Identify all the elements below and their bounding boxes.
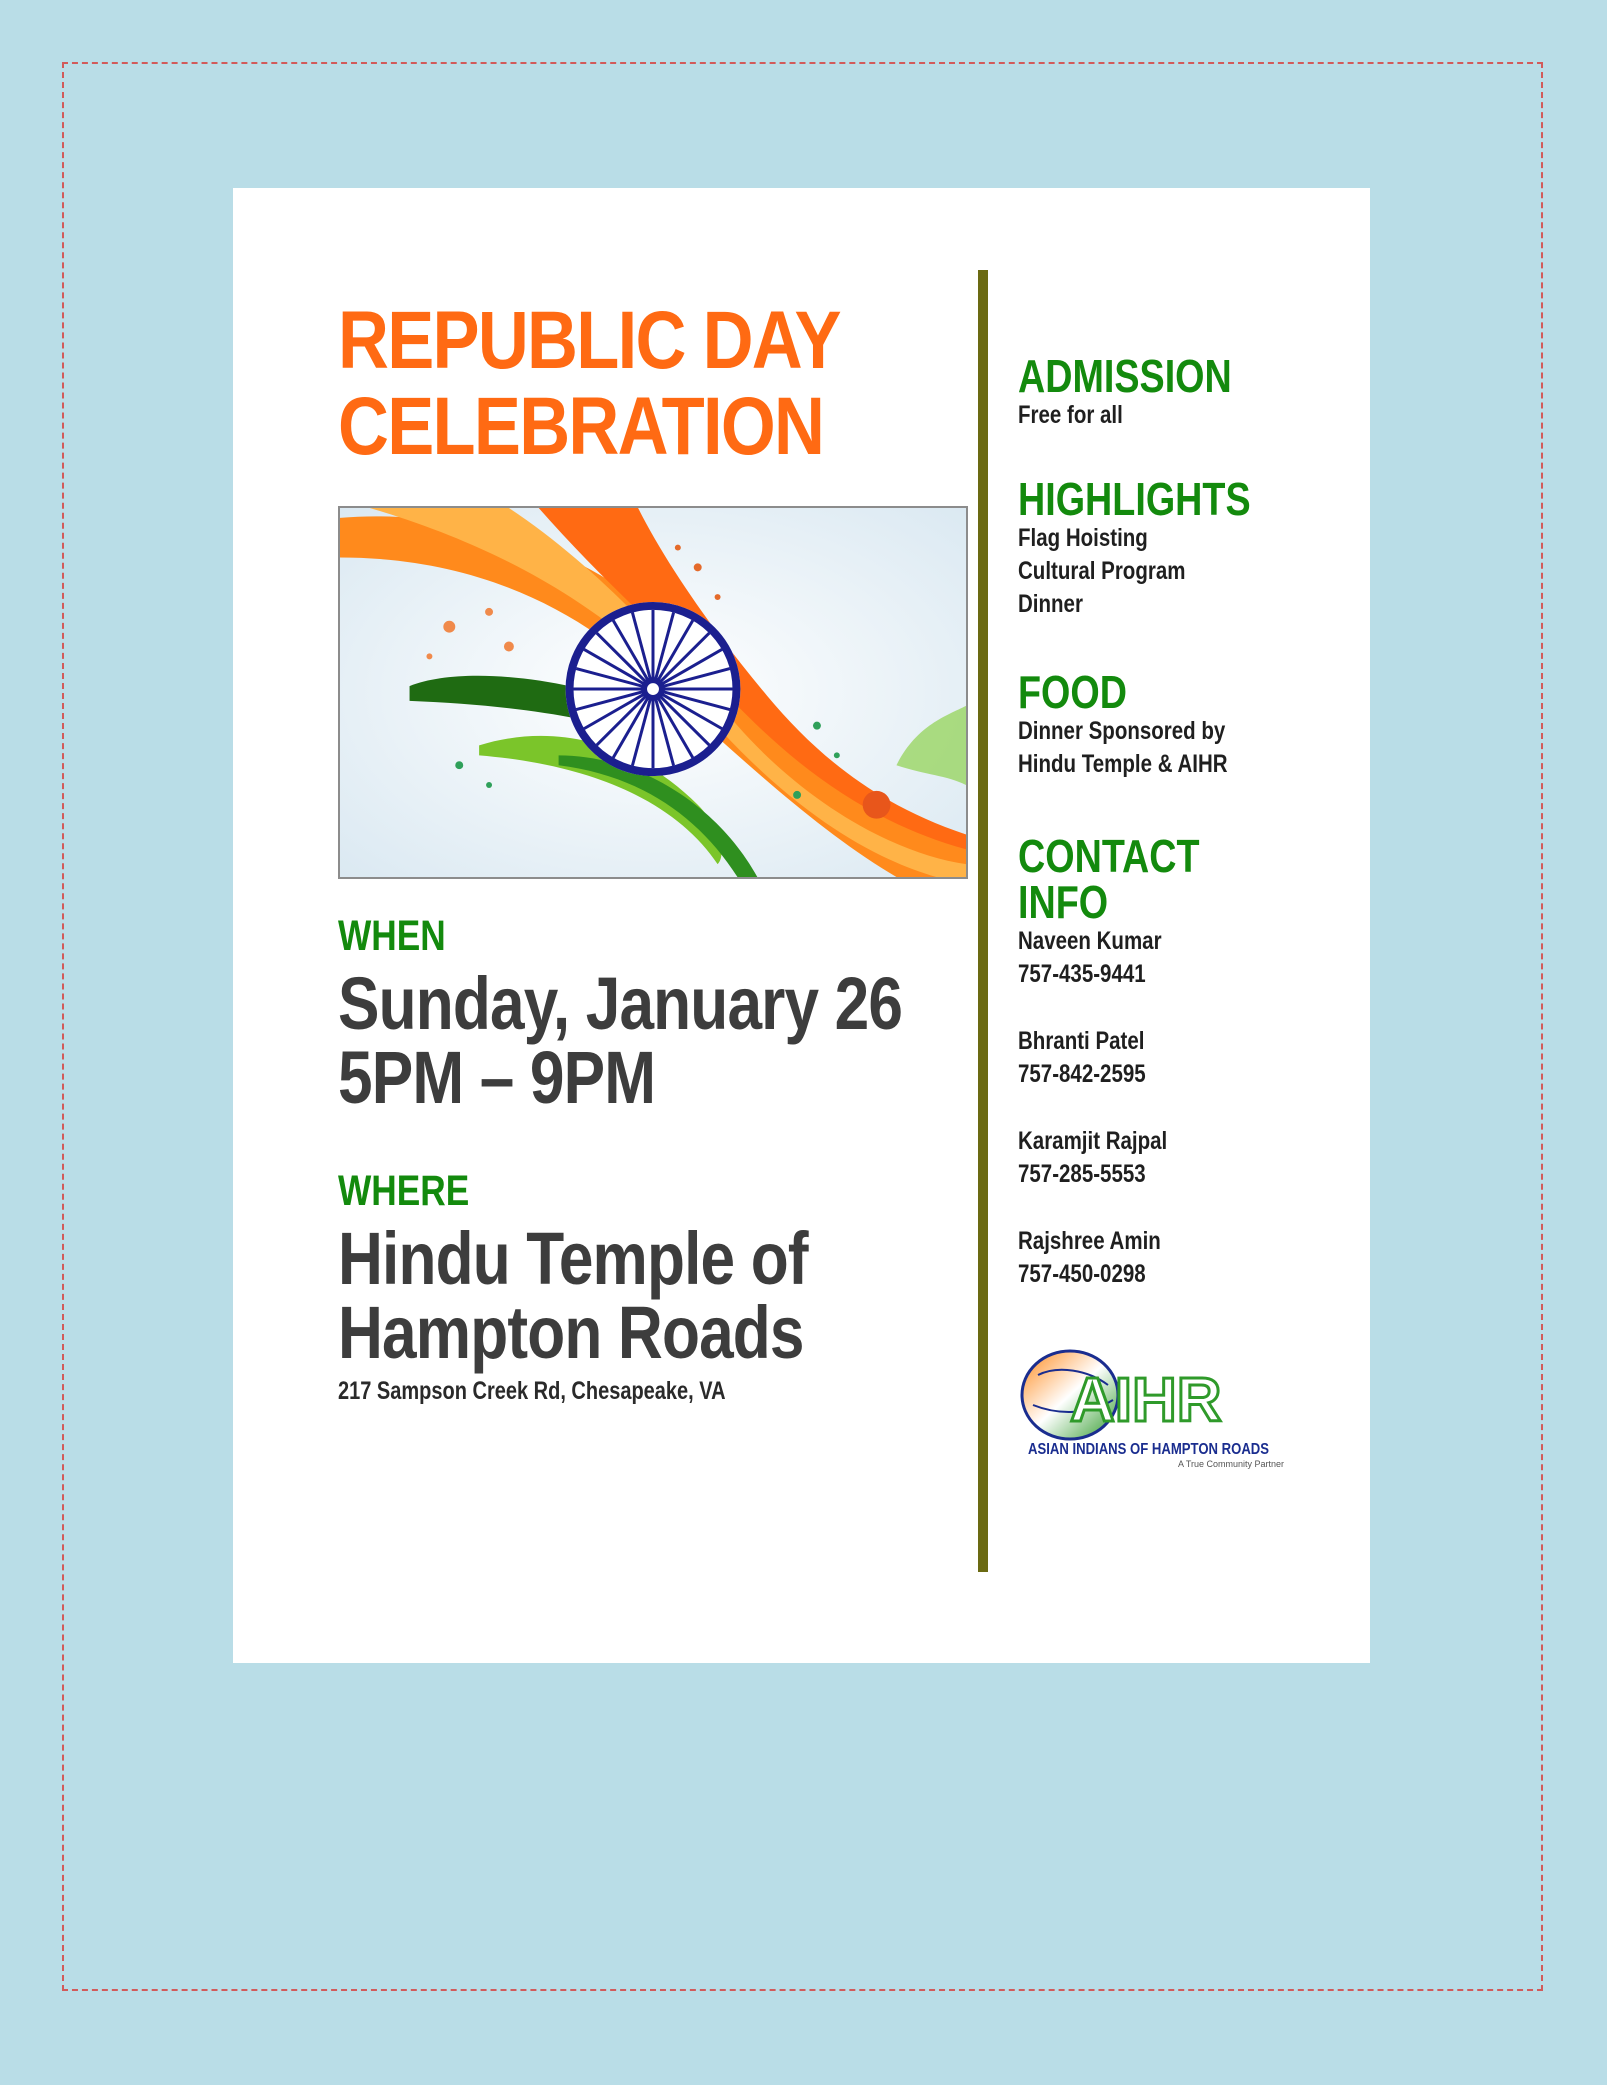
food-heading: FOOD [1018,666,1127,718]
aihr-logo-mark [1018,1345,1268,1441]
contact-section [1018,830,1338,1291]
contact-entry [1018,1125,1338,1191]
highlight-item: Cultural Program [1018,557,1186,585]
admission-section [1018,350,1338,432]
event-title-line1: REPUBLIC DAY [338,295,840,386]
tricolor-chakra-image [338,506,968,879]
food-section [1018,666,1338,781]
contact-entry [1018,925,1338,991]
venue-line1: Hindu Temple of [338,1217,808,1300]
event-date: Sunday, January 26 [338,962,903,1045]
admission-text: Free for all [1018,401,1123,429]
contact-name: Bhranti Patel [1018,1027,1145,1055]
when-section [338,912,1010,1119]
contact-phone: 757-842-2595 [1018,1060,1146,1088]
admission-heading: ADMISSION [1018,350,1232,402]
food-line: Dinner Sponsored by [1018,717,1226,745]
food-line: Hindu Temple & AIHR [1018,750,1228,778]
when-label: WHEN [338,912,446,960]
logo-subtitle: ASIAN INDIANS OF HAMPTON ROADS [1028,1441,1270,1458]
venue-address: 217 Sampson Creek Rd, Chesapeake, VA [338,1377,726,1405]
logo-wordmark: AIHR [1070,1366,1222,1435]
highlight-item: Flag Hoisting [1018,524,1148,552]
title-block [338,295,938,472]
contact-heading-line2: INFO [1018,876,1109,928]
contact-name: Rajshree Amin [1018,1227,1161,1255]
where-section [338,1168,897,1406]
contact-phone: 757-285-5553 [1018,1160,1146,1188]
contact-name: Karamjit Rajpal [1018,1127,1168,1155]
event-title-line2: CELEBRATION [338,381,824,472]
where-label: WHERE [338,1167,470,1215]
contact-entry [1018,1025,1338,1091]
contact-phone: 757-435-9441 [1018,960,1146,988]
contact-name: Naveen Kumar [1018,927,1162,955]
contact-entry [1018,1225,1338,1291]
venue-line2: Hampton Roads [338,1291,804,1374]
highlight-item: Dinner [1018,590,1083,618]
aihr-logo [1018,1345,1285,1469]
tricolor-chakra-illustration [340,508,966,877]
event-time: 5PM – 9PM [338,1036,656,1119]
highlights-section [1018,473,1338,621]
column-divider [978,270,988,1572]
contact-phone: 757-450-0298 [1018,1260,1146,1288]
contact-heading-line1: CONTACT [1018,830,1200,882]
event-flyer [233,188,1370,1663]
logo-tagline: A True Community Partner [1178,1459,1285,1469]
details-column [1018,350,1338,1341]
highlights-heading: HIGHLIGHTS [1018,473,1251,525]
